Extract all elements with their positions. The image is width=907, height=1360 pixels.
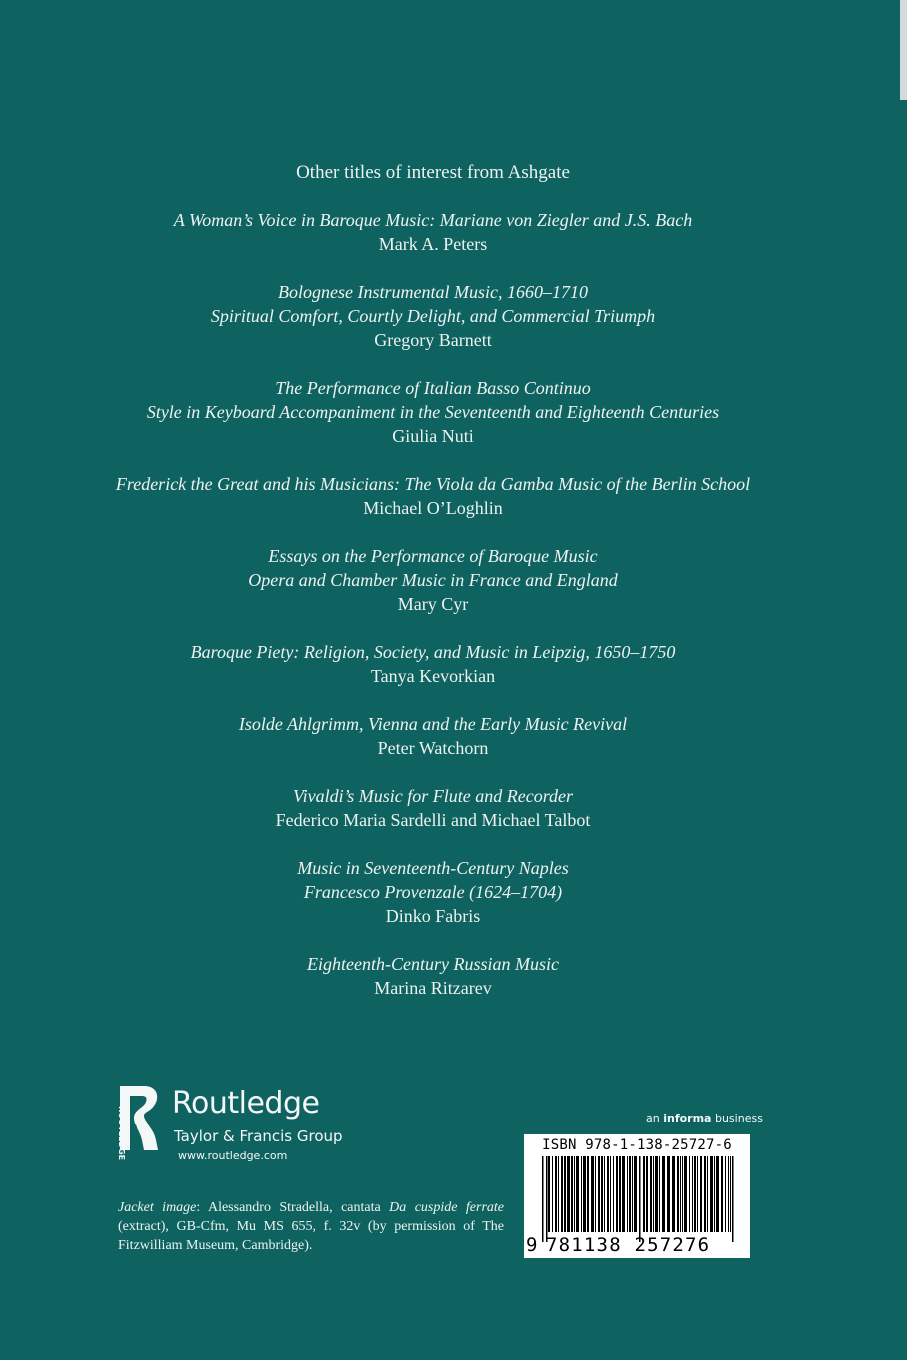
publisher-name: Routledge — [172, 1086, 320, 1121]
book-title-line: Isolde Ahlgrimm, Vienna and the Early Music Revival — [238, 714, 628, 734]
barcode-bar — [700, 1156, 702, 1232]
book-entry — [0, 856, 866, 928]
barcode-bar — [680, 1156, 681, 1232]
barcode-bar — [629, 1156, 631, 1232]
barcode-bar — [576, 1156, 579, 1232]
barcode-bar — [542, 1156, 544, 1242]
routledge-vertical-text: ROUTLEDGE — [117, 1106, 126, 1161]
barcode-bar — [601, 1156, 603, 1232]
credit-label: Jacket image — [118, 1200, 197, 1215]
book-entry — [0, 280, 866, 352]
publisher-url[interactable]: www.routledge.com — [178, 1149, 288, 1162]
barcode-bar — [725, 1156, 726, 1232]
barcode-bar — [610, 1156, 611, 1232]
barcode-bar — [598, 1156, 600, 1232]
barcode-bar — [650, 1156, 652, 1232]
barcode-bar — [546, 1156, 548, 1242]
barcode-bar — [689, 1156, 690, 1232]
informa-suffix: business — [711, 1112, 763, 1125]
barcode-bar — [627, 1156, 628, 1232]
barcode-bar — [692, 1156, 693, 1232]
barcode-bar — [704, 1156, 706, 1232]
barcode-bar — [552, 1156, 553, 1232]
book-entry — [0, 784, 866, 832]
informa-brand: informa — [663, 1112, 712, 1125]
barcode-bar — [607, 1156, 609, 1232]
book-title-line: Music in Seventeenth-Century Naples — [297, 858, 569, 878]
barcode-bar — [659, 1156, 660, 1232]
barcode-bar — [662, 1156, 665, 1232]
barcode-bar — [595, 1156, 596, 1232]
barcode-bar — [583, 1156, 586, 1232]
book-author: Federico Maria Sardelli and Michael Talbot — [275, 810, 591, 830]
barcode-bar — [716, 1156, 719, 1232]
credit-text-a: : Alessandro Stradella, cantata — [196, 1200, 390, 1215]
book-title-line: Francesco Provenzale (1624–1704) — [303, 882, 563, 902]
book-entry — [0, 208, 866, 256]
barcode-bar — [707, 1156, 708, 1232]
barcode-bar — [672, 1156, 675, 1232]
barcode-bar — [732, 1156, 734, 1242]
book-author: Tanya Kevorkian — [370, 666, 496, 686]
barcode-bar — [561, 1156, 563, 1232]
barcode-bar — [616, 1156, 618, 1232]
isbn-barcode — [524, 1134, 750, 1258]
barcode-bar — [667, 1156, 670, 1232]
book-author: Peter Watchorn — [377, 738, 489, 758]
book-title-line: Style in Keyboard Accompaniment in the Seventeenth and Eighteenth Centuries — [146, 402, 720, 422]
book-title-line: Bolognese Instrumental Music, 1660–1710 — [278, 282, 588, 302]
book-entry — [0, 952, 866, 1000]
book-author: Marina Ritzarev — [374, 978, 492, 998]
barcode-bar — [697, 1156, 698, 1232]
barcode-bar — [721, 1156, 723, 1232]
barcode-bar — [558, 1156, 559, 1232]
book-title-line: Opera and Chamber Music in France and England — [248, 570, 618, 590]
book-title-line: A Woman’s Voice in Baroque Music: Mariane von Ziegler and J.S. Bach — [173, 210, 693, 230]
book-title-line: Baroque Piety: Religion, Society, and Music in Leipzig, 1650–1750 — [190, 642, 676, 662]
credit-work: Da cuspide ferrate — [389, 1200, 505, 1215]
book-entry — [0, 712, 866, 760]
barcode-bar — [646, 1156, 648, 1232]
barcode-bar — [567, 1156, 570, 1232]
barcode-bar — [655, 1156, 658, 1232]
barcode-bar — [581, 1156, 582, 1232]
book-entry — [0, 472, 866, 520]
barcode-bar — [682, 1156, 683, 1232]
book-title-line: Eighteenth-Century Russian Music — [307, 954, 559, 974]
book-title-line: Frederick the Great and his Musicians: The Viola da Gamba Music of the Berlin School — [115, 474, 751, 494]
barcode-bar — [677, 1156, 679, 1232]
barcode-bar — [591, 1156, 594, 1232]
publisher-group: Taylor & Francis Group — [174, 1127, 343, 1145]
book-author: Dinko Fabris — [385, 906, 481, 926]
barcode-bar — [710, 1156, 713, 1232]
book-entry — [0, 640, 866, 688]
barcode-bar — [574, 1156, 575, 1232]
barcode-bar — [639, 1156, 641, 1242]
jacket-credit — [118, 1198, 504, 1255]
barcode-bar — [619, 1156, 621, 1232]
book-title-line: The Performance of Italian Basso Continuo — [275, 378, 591, 398]
barcode-bars-icon — [530, 1156, 744, 1242]
barcode-bar — [571, 1156, 573, 1232]
barcode-bar — [548, 1156, 550, 1232]
barcode-bar — [555, 1156, 557, 1232]
barcode-bar — [564, 1156, 566, 1232]
barcode-bar — [694, 1156, 696, 1232]
barcode-bar — [653, 1156, 654, 1232]
barcode-bar — [728, 1156, 729, 1232]
barcode-bar — [622, 1156, 625, 1232]
barcode-bar — [632, 1156, 633, 1232]
barcode-lead-digit: 9 — [526, 1234, 538, 1256]
barcode-bar — [613, 1156, 614, 1232]
titles-list — [0, 160, 866, 1024]
book-title-line: Essays on the Performance of Baroque Music — [268, 546, 598, 566]
list-heading: Other titles of interest from Ashgate — [296, 162, 570, 183]
book-author: Mark A. Peters — [378, 234, 488, 254]
book-author: Giulia Nuti — [392, 426, 474, 446]
informa-prefix: an — [646, 1112, 664, 1125]
book-author: Gregory Barnett — [374, 330, 492, 350]
barcode-bar — [684, 1156, 687, 1232]
routledge-logo — [114, 1084, 414, 1174]
book-entries — [0, 208, 866, 1000]
book-entry — [0, 544, 866, 616]
barcode-bar — [730, 1156, 731, 1232]
book-author: Mary Cyr — [397, 594, 469, 614]
isbn-label: ISBN 978-1-138-25727-6 — [542, 1137, 732, 1153]
barcode-bar — [587, 1156, 589, 1232]
book-title-line: Vivaldi’s Music for Flute and Recorder — [292, 786, 574, 806]
barcode-bar — [604, 1156, 605, 1232]
credit-text-b: (extract), GB-Cfm, Mu MS 655, f. 32v (by permission of The Fitzwilliam Museum, Cambridge). — [118, 1219, 504, 1253]
page-edge-strip — [900, 0, 907, 100]
barcode-bar — [634, 1156, 637, 1232]
book-title-line: Spiritual Comfort, Courtly Delight, and Commercial Triumph — [210, 306, 656, 326]
barcode-bar — [714, 1156, 715, 1232]
book-entry — [0, 376, 866, 448]
barcode-digit-groups: 781138 257276 — [546, 1234, 711, 1256]
barcode-bar — [643, 1156, 645, 1232]
book-author: Michael O’Loghlin — [363, 498, 503, 518]
informa-tagline — [646, 1112, 763, 1125]
